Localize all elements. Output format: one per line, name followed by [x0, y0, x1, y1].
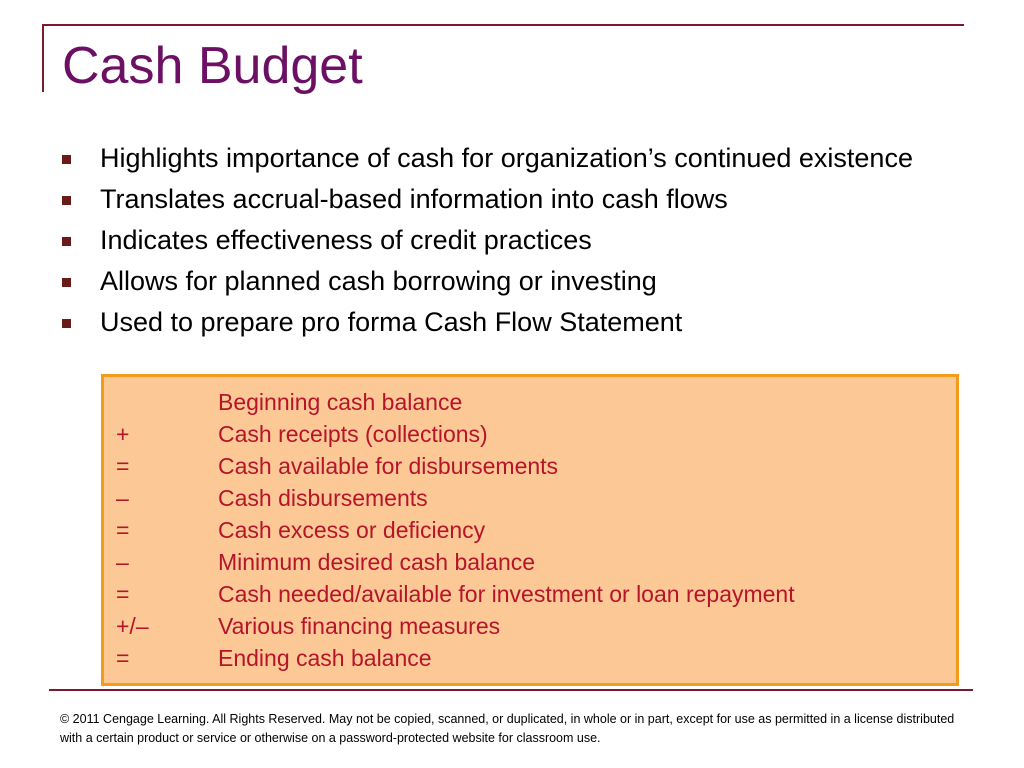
left-rule	[42, 24, 44, 92]
cash-label: Cash excess or deficiency	[218, 517, 486, 543]
square-bullet-icon	[62, 319, 71, 328]
bullet-text: Allows for planned cash borrowing or investing	[100, 266, 657, 296]
bullet-text: Used to prepare pro forma Cash Flow Statement	[100, 307, 683, 337]
cash-label: Cash available for disbursements	[218, 453, 559, 479]
bullet-item	[62, 142, 962, 175]
bullet-text: Highlights importance of cash for organization’s continued existence	[100, 143, 913, 173]
bullet-text: Indicates effectiveness of credit practices	[100, 225, 592, 255]
cash-label: Various financing measures	[218, 613, 501, 639]
cash-operator: =	[116, 581, 130, 607]
cash-operator: =	[116, 517, 130, 543]
footer-rule	[49, 689, 973, 691]
square-bullet-icon	[62, 155, 71, 164]
cash-label: Cash needed/available for investment or loan repayment	[218, 581, 795, 607]
bullet-item	[62, 183, 962, 216]
bullet-list	[62, 142, 962, 347]
cash-budget-box	[101, 374, 959, 686]
bullet-item	[62, 265, 962, 298]
cash-operator: +/–	[116, 613, 149, 639]
slide-title: Cash Budget	[62, 37, 363, 95]
bullet-text: Translates accrual-based information into cash flows	[100, 184, 728, 214]
cash-operator: =	[116, 645, 130, 671]
cash-operator: =	[116, 453, 130, 479]
cash-label: Beginning cash balance	[218, 389, 463, 415]
copyright-footer: © 2011 Cengage Learning. All Rights Reserved. May not be copied, scanned, or duplicated, in whole or in part, except for use as permitted in a license distributed with a certain product or service or otherwise on a password-protected website for classroom use.	[60, 712, 955, 745]
cash-operator: –	[116, 549, 129, 575]
top-rule	[44, 24, 964, 26]
square-bullet-icon	[62, 237, 71, 246]
square-bullet-icon	[62, 278, 71, 287]
bullet-item	[62, 224, 962, 257]
cash-label: Cash receipts (collections)	[218, 421, 488, 447]
square-bullet-icon	[62, 196, 71, 205]
cash-operator: –	[116, 485, 129, 511]
cash-operator: +	[116, 421, 130, 447]
cash-label: Minimum desired cash balance	[218, 549, 536, 575]
cash-label: Ending cash balance	[218, 645, 432, 671]
bullet-item	[62, 306, 962, 339]
cash-label: Cash disbursements	[218, 485, 428, 511]
